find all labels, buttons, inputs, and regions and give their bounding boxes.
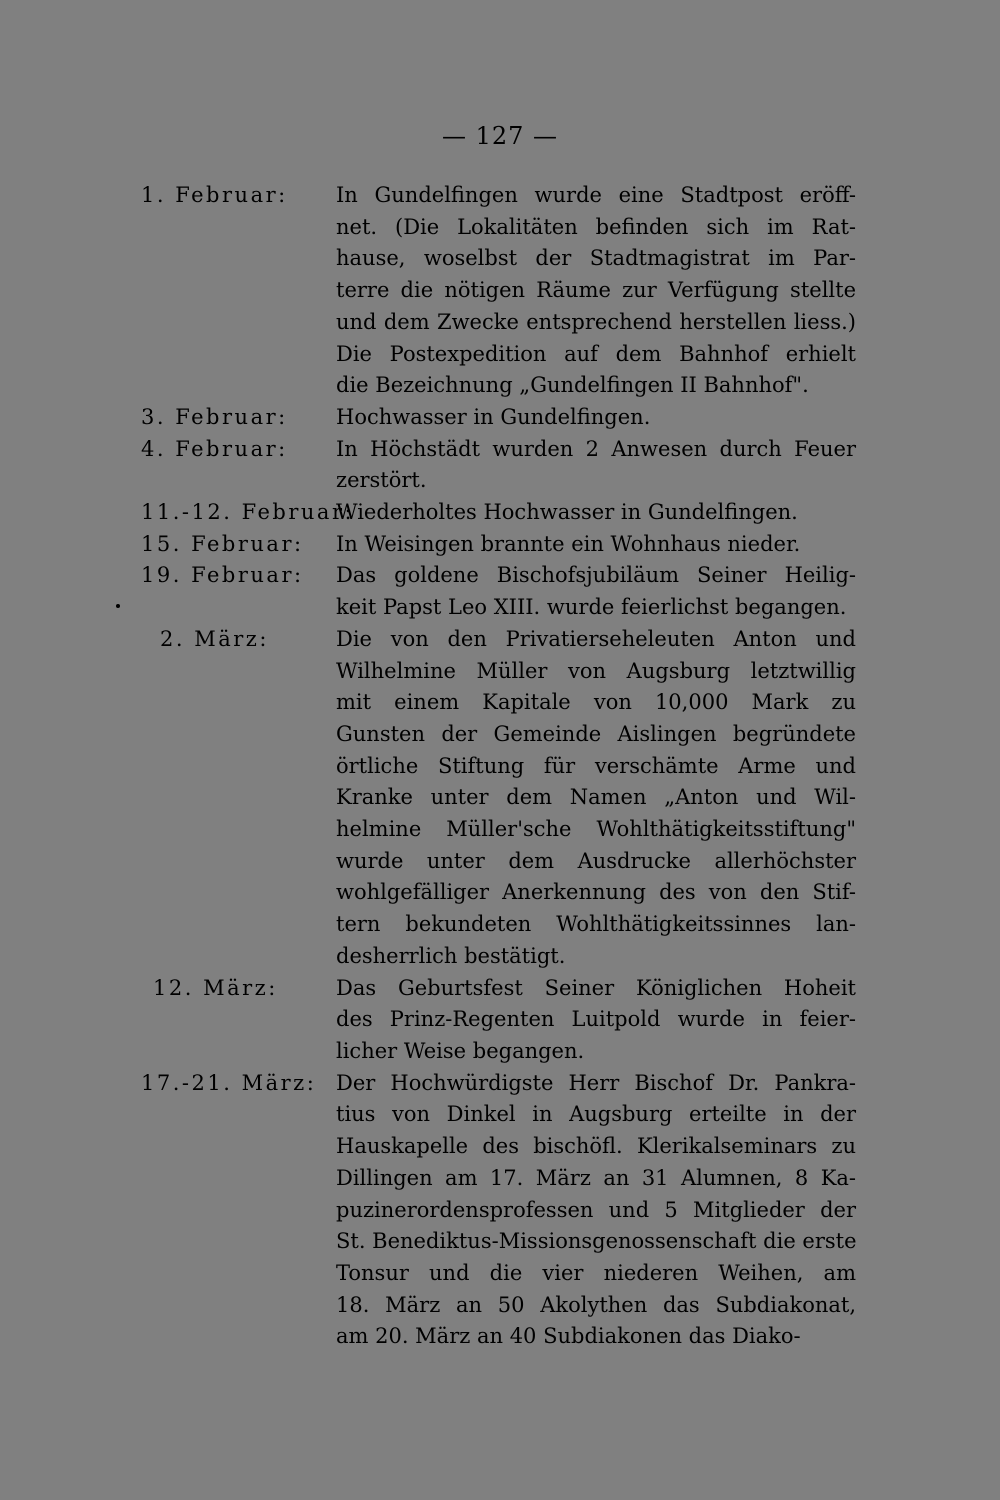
- chronicle-entry: [0, 1068, 1000, 1353]
- entry-text-line: keit Papst Leo XIII. wurde feierlichst begangen.: [336, 595, 847, 620]
- entry-text: [336, 434, 856, 497]
- entry-text-line: am 20. März an 40 Subdiakonen das Diako-: [336, 1324, 801, 1349]
- chronicle-entry: [0, 434, 1000, 497]
- entry-date: 3. Februar:: [141, 404, 288, 429]
- entry-text-line: tius von Dinkel in Augsburg erteilte in der: [336, 1102, 856, 1127]
- entry-date: 2. März:: [160, 626, 269, 651]
- entry-text: [336, 497, 856, 529]
- page-number: — 127 —: [441, 122, 559, 150]
- entry-text: [336, 560, 856, 623]
- entry-text-line: St. Benediktus-Missionsgenossenschaft die erste: [336, 1229, 857, 1254]
- entry-text: [336, 973, 856, 1068]
- entry-text: [336, 624, 856, 973]
- entry-text-line: Hochwasser in Gundelfingen.: [336, 404, 651, 429]
- chronicle-entries: [0, 180, 1000, 1353]
- entry-text-line: zerstört.: [336, 468, 427, 493]
- entry-date: 4. Februar:: [141, 436, 288, 461]
- chronicle-entry: [0, 560, 1000, 623]
- entry-date: 1. Februar:: [141, 183, 288, 207]
- entry-text-line: tern bekundeten Wohlthätigkeitssinnes lan-: [336, 912, 856, 937]
- entry-text-line: In Höchstädt wurden 2 Anwesen durch Feuer: [336, 436, 856, 461]
- entry-text-line: desherrlich bestätigt.: [336, 943, 566, 968]
- entry-date: 15. Februar:: [141, 531, 304, 556]
- entry-text-line: Das Geburtsfest Seiner Königlichen Hoheit: [336, 975, 856, 1000]
- chronicle-entry: [0, 624, 1000, 973]
- entry-date: 11.-12. Februar:: [141, 500, 355, 525]
- entry-text-line: und dem Zwecke entsprechend herstellen liess.): [336, 309, 856, 334]
- entry-text-line: licher Weise begangen.: [336, 1038, 585, 1063]
- entry-text-line: örtliche Stiftung für verschämte Arme und: [336, 753, 856, 778]
- entry-text-line: Wilhelmine Müller von Augsburg letztwillig: [336, 658, 856, 683]
- entry-text-line: Kranke unter dem Namen „Anton und Wil-: [336, 785, 856, 810]
- entry-text-line: Die von den Privatierseheleuten Anton und: [336, 626, 856, 651]
- entry-date: 12. März:: [153, 975, 278, 1000]
- entry-date: 19. Februar:: [141, 563, 304, 588]
- entry-text-line: die Bezeichnung „Gundelfingen II Bahnhof".: [336, 373, 809, 398]
- chronicle-entry: [0, 973, 1000, 1068]
- chronicle-entry: [0, 497, 1000, 529]
- chronicle-entry: [0, 402, 1000, 434]
- entry-text-line: Wiederholtes Hochwasser in Gundelfingen.: [336, 500, 798, 525]
- entry-text: [336, 180, 856, 402]
- entry-text-line: wurde unter dem Ausdrucke allerhöchster: [336, 848, 856, 873]
- entry-text-line: wohlgefälliger Anerkennung des von den Stif-: [336, 880, 856, 905]
- entry-text-line: hause, woselbst der Stadtmagistrat im Par-: [336, 246, 856, 271]
- entry-date: 17.-21. März:: [141, 1070, 317, 1095]
- entry-text-line: Tonsur und die vier niederen Weihen, am: [336, 1260, 856, 1285]
- entry-text-line: 18. März an 50 Akolythen das Subdiakonat,: [336, 1292, 856, 1317]
- print-speck: [116, 604, 120, 608]
- entry-text: [336, 402, 856, 434]
- entry-text-line: terre die nötigen Räume zur Verfügung stellte: [336, 278, 856, 303]
- entry-text-line: In Gundelfingen wurde eine Stadtpost eröff-: [336, 183, 856, 207]
- entry-text-line: des Prinz-Regenten Luitpold wurde in feier-: [336, 1007, 856, 1032]
- entry-text-line: helmine Müller'sche Wohlthätigkeitsstiftung": [336, 817, 856, 842]
- entry-text-line: Der Hochwürdigste Herr Bischof Dr. Pankra-: [336, 1070, 856, 1095]
- entry-text-line: Hauskapelle des bischöfl. Klerikalseminars zu: [336, 1134, 856, 1159]
- entry-text: [336, 1068, 856, 1353]
- chronicle-entry: [0, 529, 1000, 561]
- chronicle-entry: [0, 180, 1000, 402]
- entry-text-line: puzinerordensprofessen und 5 Mitglieder der: [336, 1197, 856, 1222]
- entry-text-line: net. (Die Lokalitäten befinden sich im Rat-: [336, 214, 856, 239]
- entry-text-line: Das goldene Bischofsjubiläum Seiner Heilig-: [336, 563, 856, 588]
- entry-text-line: In Weisingen brannte ein Wohnhaus nieder.: [336, 531, 801, 556]
- entry-text-line: Gunsten der Gemeinde Aislingen begründete: [336, 721, 856, 746]
- entry-text: [336, 529, 856, 561]
- entry-text-line: mit einem Kapitale von 10,000 Mark zu: [336, 690, 856, 715]
- entry-text-line: Die Postexpedition auf dem Bahnhof erhielt: [336, 341, 856, 366]
- entry-text-line: Dillingen am 17. März an 31 Alumnen, 8 Ka-: [336, 1165, 856, 1190]
